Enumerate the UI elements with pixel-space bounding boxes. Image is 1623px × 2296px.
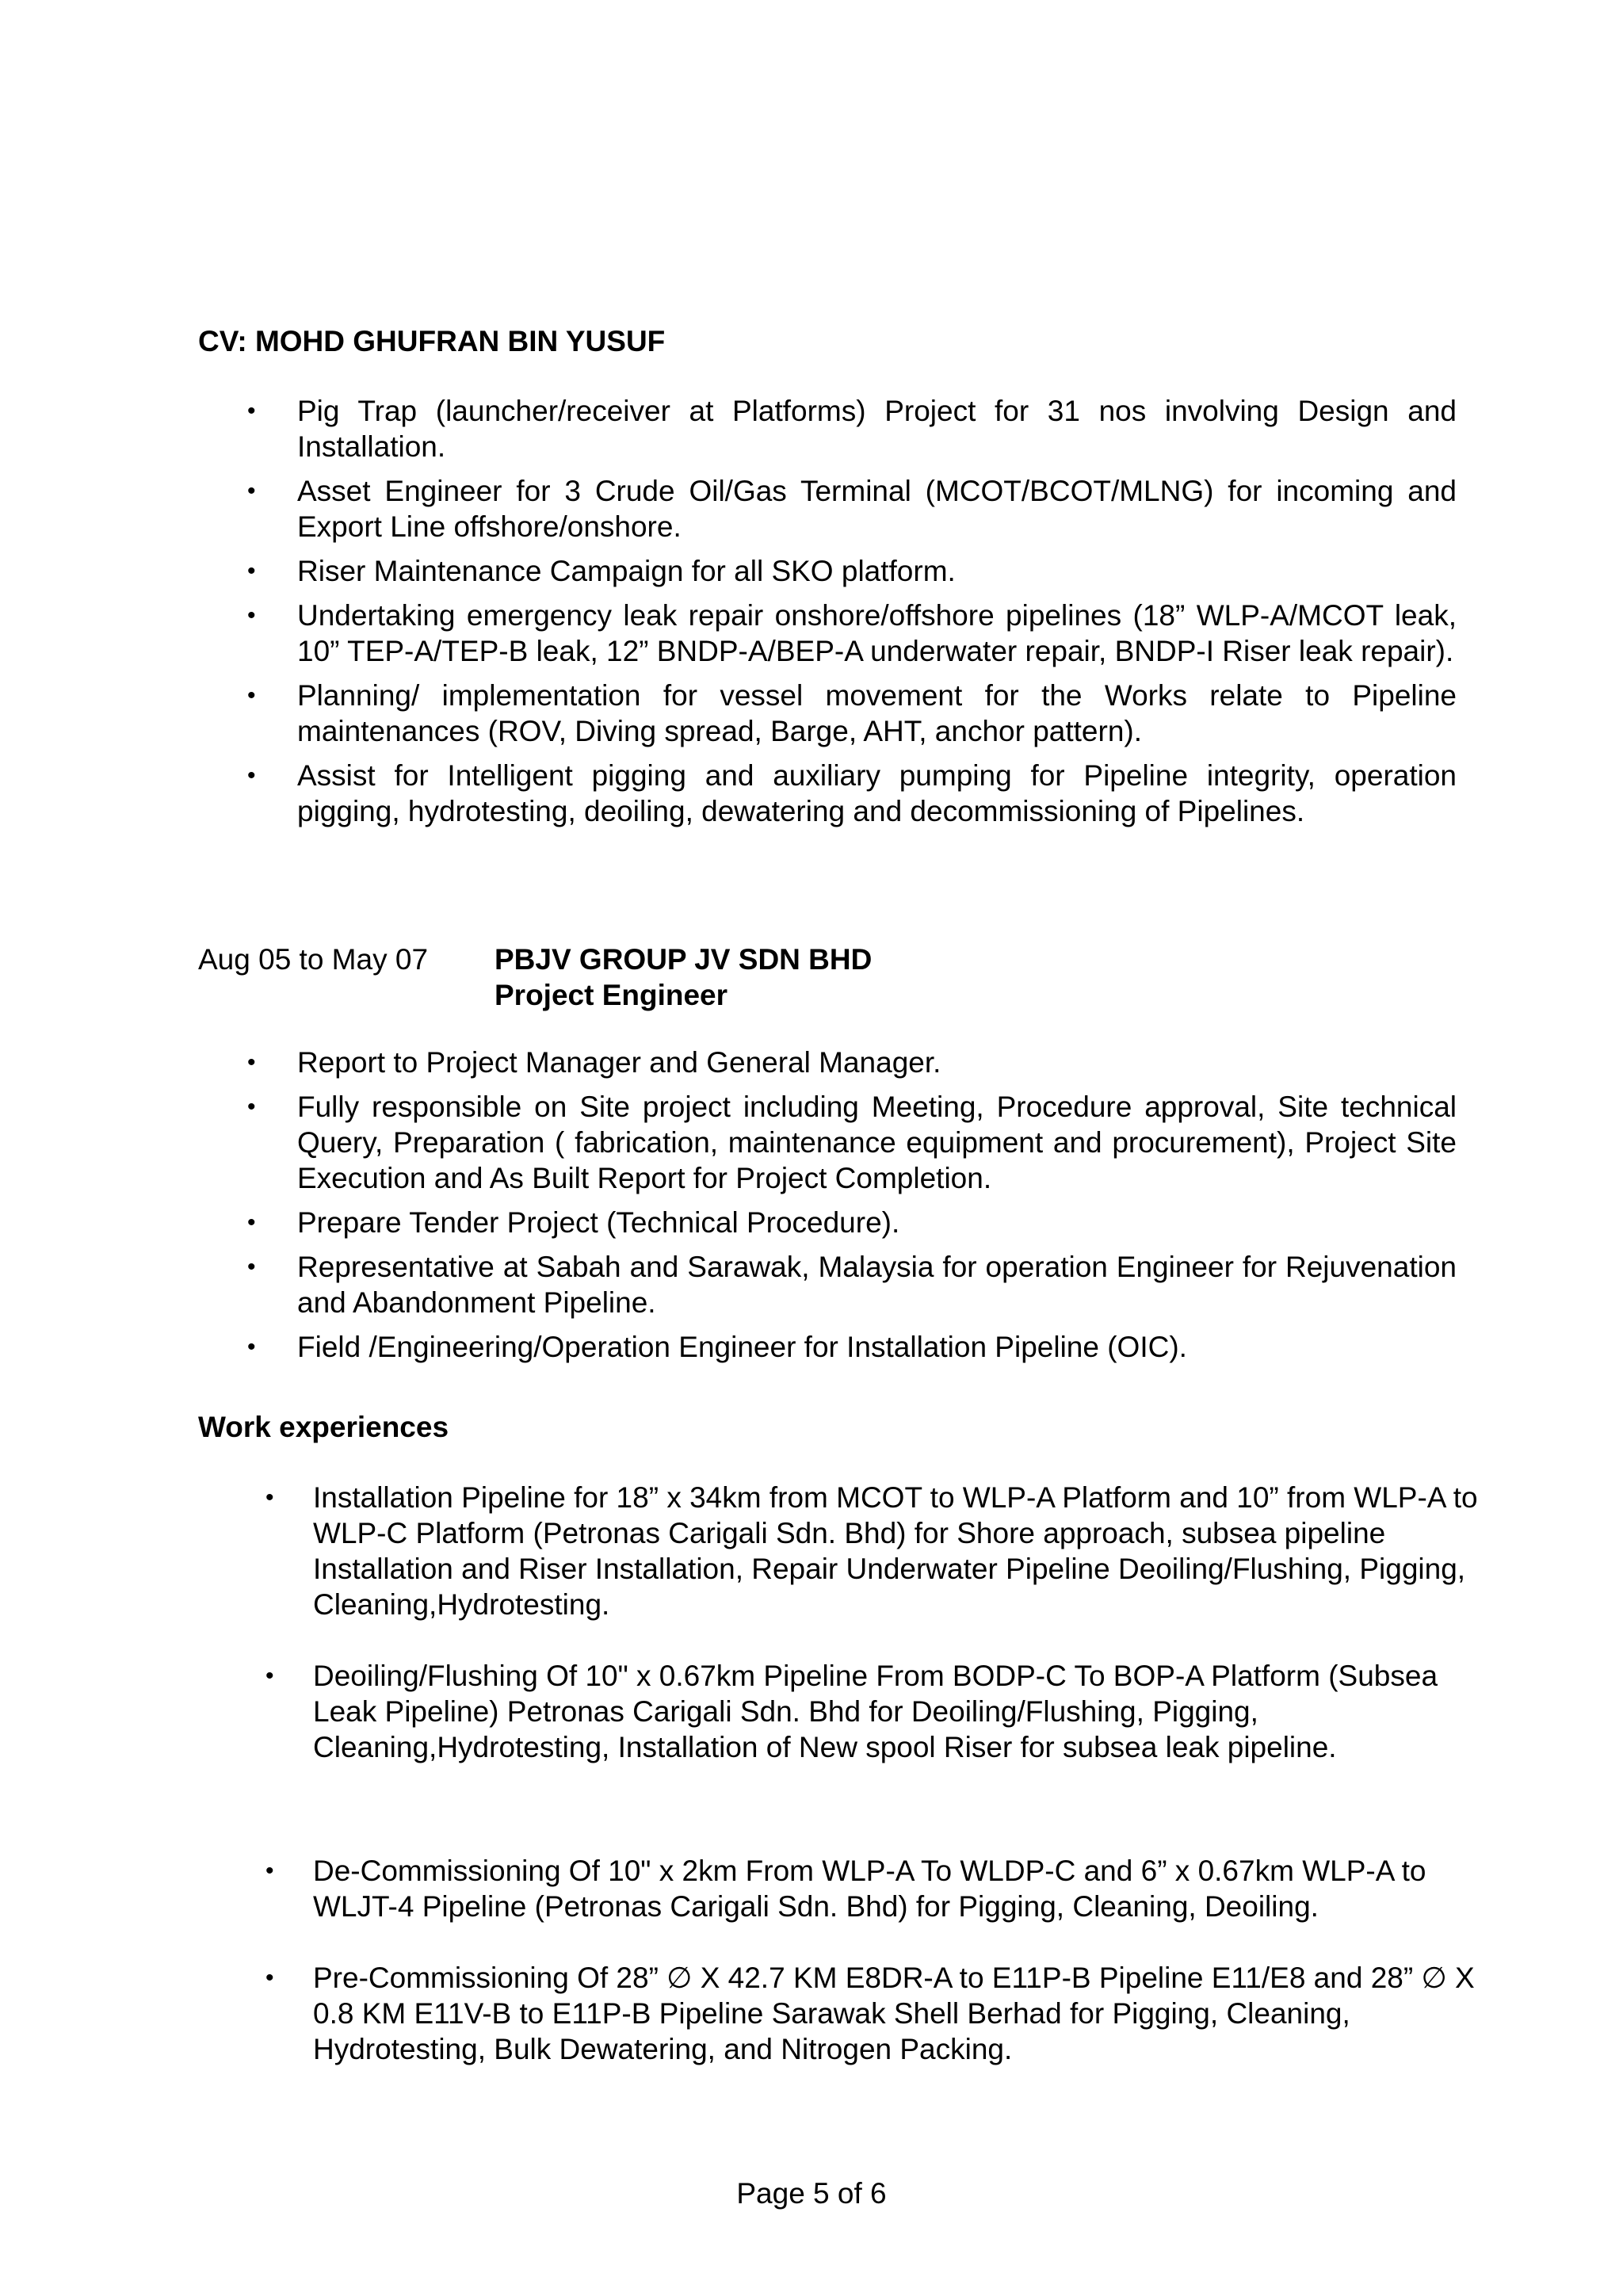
list-item [265, 1960, 1486, 2067]
list-item [247, 1089, 1457, 1196]
list-item-text: Pre-Commissioning Of 28” ∅ X 42.7 KM E8DR-A to E11P-B Pipeline E11/E8 and 28” ∅ X 0.8 KM E11V-B to E11P-B Pipeline Sarawak Shell Berhad for Pigging, Cleaning, Hydrotesting, Bulk Dewatering, and Nitrogen Packing. [313, 1962, 1475, 2065]
bullet-icon: • [247, 1049, 256, 1075]
list-item [247, 1329, 1457, 1365]
bullet-icon: • [247, 682, 256, 709]
list-item [247, 393, 1457, 464]
bullet-icon: • [265, 1484, 274, 1511]
bullet-icon: • [247, 602, 256, 628]
job-position: Project Engineer [495, 979, 728, 1011]
list-item-text: Report to Project Manager and General Manager. [297, 1046, 941, 1079]
list-item-text: Field /Engineering/Operation Engineer for Installation Pipeline (OIC). [297, 1331, 1187, 1363]
work-experiences-heading: Work experiences [198, 1411, 449, 1443]
bullet-icon: • [247, 398, 256, 424]
bullet-icon: • [247, 1334, 256, 1360]
list-item [247, 678, 1457, 749]
employer-block [495, 942, 872, 1013]
list-item-text: Asset Engineer for 3 Crude Oil/Gas Terminal (MCOT/BCOT/MLNG) for incoming and Export Line offshore/onshore. [297, 475, 1457, 543]
list-item-text: Representative at Sabah and Sarawak, Malaysia for operation Engineer for Rejuvenation and Abandonment Pipeline. [297, 1251, 1457, 1319]
list-item-text: Planning/ implementation for vessel movement for the Works relate to Pipeline maintenances (ROV, Diving spread, Barge, AHT, anchor pattern). [297, 679, 1457, 747]
list-item [247, 1045, 1457, 1080]
bullet-icon: • [247, 558, 256, 584]
list-item [265, 1480, 1486, 1622]
list-item [265, 1658, 1486, 1765]
list-item-text: Pig Trap (launcher/receiver at Platforms) Project for 31 nos involving Design and Installation. [297, 395, 1457, 463]
list-item [247, 758, 1457, 829]
responsibilities-list [247, 393, 1457, 838]
list-item [247, 598, 1457, 669]
bullet-icon: • [265, 1965, 274, 1991]
bullet-icon: • [247, 1254, 256, 1280]
list-item [265, 1853, 1486, 1924]
list-item [247, 1249, 1457, 1320]
page-footer: Page 5 of 6 [736, 2177, 887, 2210]
list-item-text: Installation Pipeline for 18” x 34km from MCOT to WLP-A Platform and 10” from WLP-A to WLP-C Platform (Petronas Carigali Sdn. Bhd) for Shore approach, subsea pipeline Installation and Riser Installation, Repair Underwater Pipeline Deoiling/Flushing, Pigging, Cleaning,Hydrotesting. [313, 1481, 1478, 1621]
list-item-text: De-Commissioning Of 10" x 2km From WLP-A To WLDP-C and 6” x 0.67km WLP-A to WLJT-4 Pipeline (Petronas Carigali Sdn. Bhd) for Pigging, Cleaning, Deoiling. [313, 1855, 1426, 1923]
list-item-text: Undertaking emergency leak repair onshore/offshore pipelines (18” WLP-A/MCOT leak, 10” TEP-A/TEP-B leak, 12” BNDP-A/BEP-A underwater repair, BNDP-I Riser leak repair). [297, 599, 1457, 667]
list-item-text: Deoiling/Flushing Of 10" x 0.67km Pipeline From BODP-C To BOP-A Platform (Subsea Leak Pipeline) Petronas Carigali Sdn. Bhd for Deoiling/Flushing, Pigging, Cleaning,Hydrotesting, Installation of New spool Riser for subsea leak pipeline. [313, 1660, 1438, 1763]
work-experiences-list [265, 1480, 1486, 2067]
bullet-icon: • [265, 1858, 274, 1884]
bullet-icon: • [247, 1094, 256, 1120]
pbjv-responsibilities-list [247, 1045, 1457, 1373]
page-title: CV: MOHD GHUFRAN BIN YUSUF [198, 325, 666, 357]
list-item-text: Riser Maintenance Campaign for all SKO platform. [297, 555, 956, 587]
bullet-icon: • [247, 478, 256, 504]
list-item-text: Prepare Tender Project (Technical Procedure). [297, 1206, 900, 1239]
list-item [247, 473, 1457, 544]
bullet-icon: • [247, 1209, 256, 1236]
company-name: PBJV GROUP JV SDN BHD [495, 943, 873, 976]
list-item-text: Fully responsible on Site project including Meeting, Procedure approval, Site technical Query, Preparation ( fabrication, maintenance equipment and procurement), Project Site Execution and As Built Report for Project Completion. [297, 1091, 1457, 1194]
bullet-icon: • [265, 1663, 274, 1689]
list-item [247, 1205, 1457, 1240]
list-item-text: Assist for Intelligent pigging and auxiliary pumping for Pipeline integrity, operation pigging, hydrotesting, deoiling, dewatering and decommissioning of Pipelines. [297, 759, 1457, 827]
employment-period: Aug 05 to May 07 [198, 943, 429, 976]
bullet-icon: • [247, 762, 256, 789]
list-item [247, 553, 1457, 589]
